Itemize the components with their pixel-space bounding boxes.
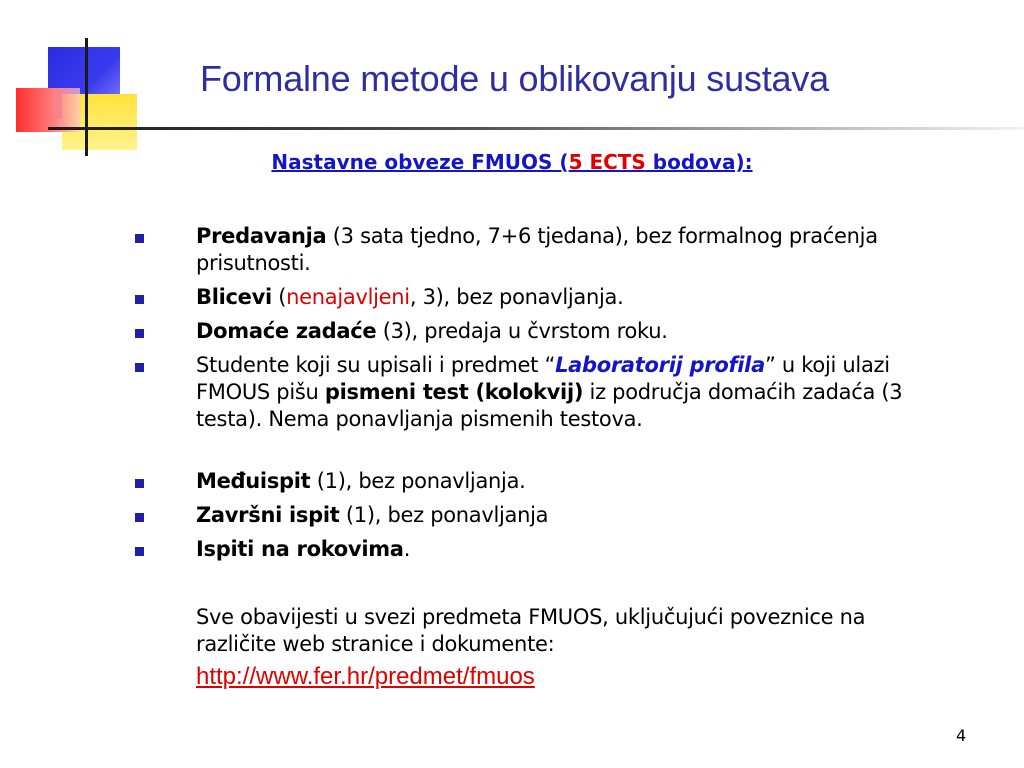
bullet-icon [135,363,144,372]
subtitle-prefix: Nastavne obveze FMUOS ( [271,150,569,174]
course-link[interactable]: http://www.fer.hr/predmet/fmuos [196,663,535,690]
item-bold: Ispiti na rokovima [196,537,404,561]
list-item-zavrsni-ispit [196,502,966,529]
item-text: . [403,537,411,561]
item-text: iz područja domaćih zadaća (3 testa). Nema ponavljanja pismenih testova. [196,380,903,431]
item-bold: pismeni test (kolokvij) [324,380,584,404]
bullet-icon [135,513,144,522]
red-square [16,88,80,132]
announcement-note: Sve obavijesti u svezi predmeta FMUOS, uključujući poveznice na različite web stranice i dokumente: [196,605,866,656]
list-item-meduispit [196,468,966,495]
item-red: nenajavljeni [286,285,410,309]
item-bold: Međuispit [196,469,311,493]
list-item-predavanja [196,223,966,277]
item-pre: Studente koji su upisali i predmet “ [196,353,556,377]
page-number: 4 [956,726,967,745]
list-item-kolokvij [196,352,966,433]
item-text: , 3), bez ponavljanja. [409,285,624,309]
vertical-line [85,38,88,156]
list-item-ispiti-na-rokovima [196,536,966,563]
bullet-icon [135,234,144,243]
item-text: (3), predaja u čvrstom roku. [376,319,668,343]
bullet-icon [135,329,144,338]
title-divider [48,127,1024,130]
item-mid: ” u koji ulazi FMOUS pišu [196,353,890,404]
bullet-icon [135,295,144,304]
item-text: (1), bez ponavljanja [339,503,549,527]
subtitle-suffix: bodova): [645,150,753,174]
item-text: (1), bez ponavljanja. [310,469,526,493]
item-bold: Domaće zadaće [196,319,377,343]
item-bold: Završni ispit [196,503,340,527]
bullet-icon [135,479,144,488]
decorative-squares-logo [0,0,160,170]
item-bold: Predavanja [196,224,327,248]
subtitle-ects: 5 ECTS [568,150,646,174]
bullet-icon [135,547,144,556]
slide-subtitle [0,150,1024,174]
item-bold: Blicevi [196,285,272,309]
item-open: ( [271,285,287,309]
list-item-domace-zadace [196,318,966,345]
item-laboratorij: Laboratorij profila [555,353,765,377]
item-text: (3 sata tjedno, 7+6 tjedana), bez formalnog praćenja prisutnosti. [196,224,878,275]
slide-title: Formalne metode u oblikovanju sustava [200,58,829,99]
list-item-blicevi [196,284,966,311]
